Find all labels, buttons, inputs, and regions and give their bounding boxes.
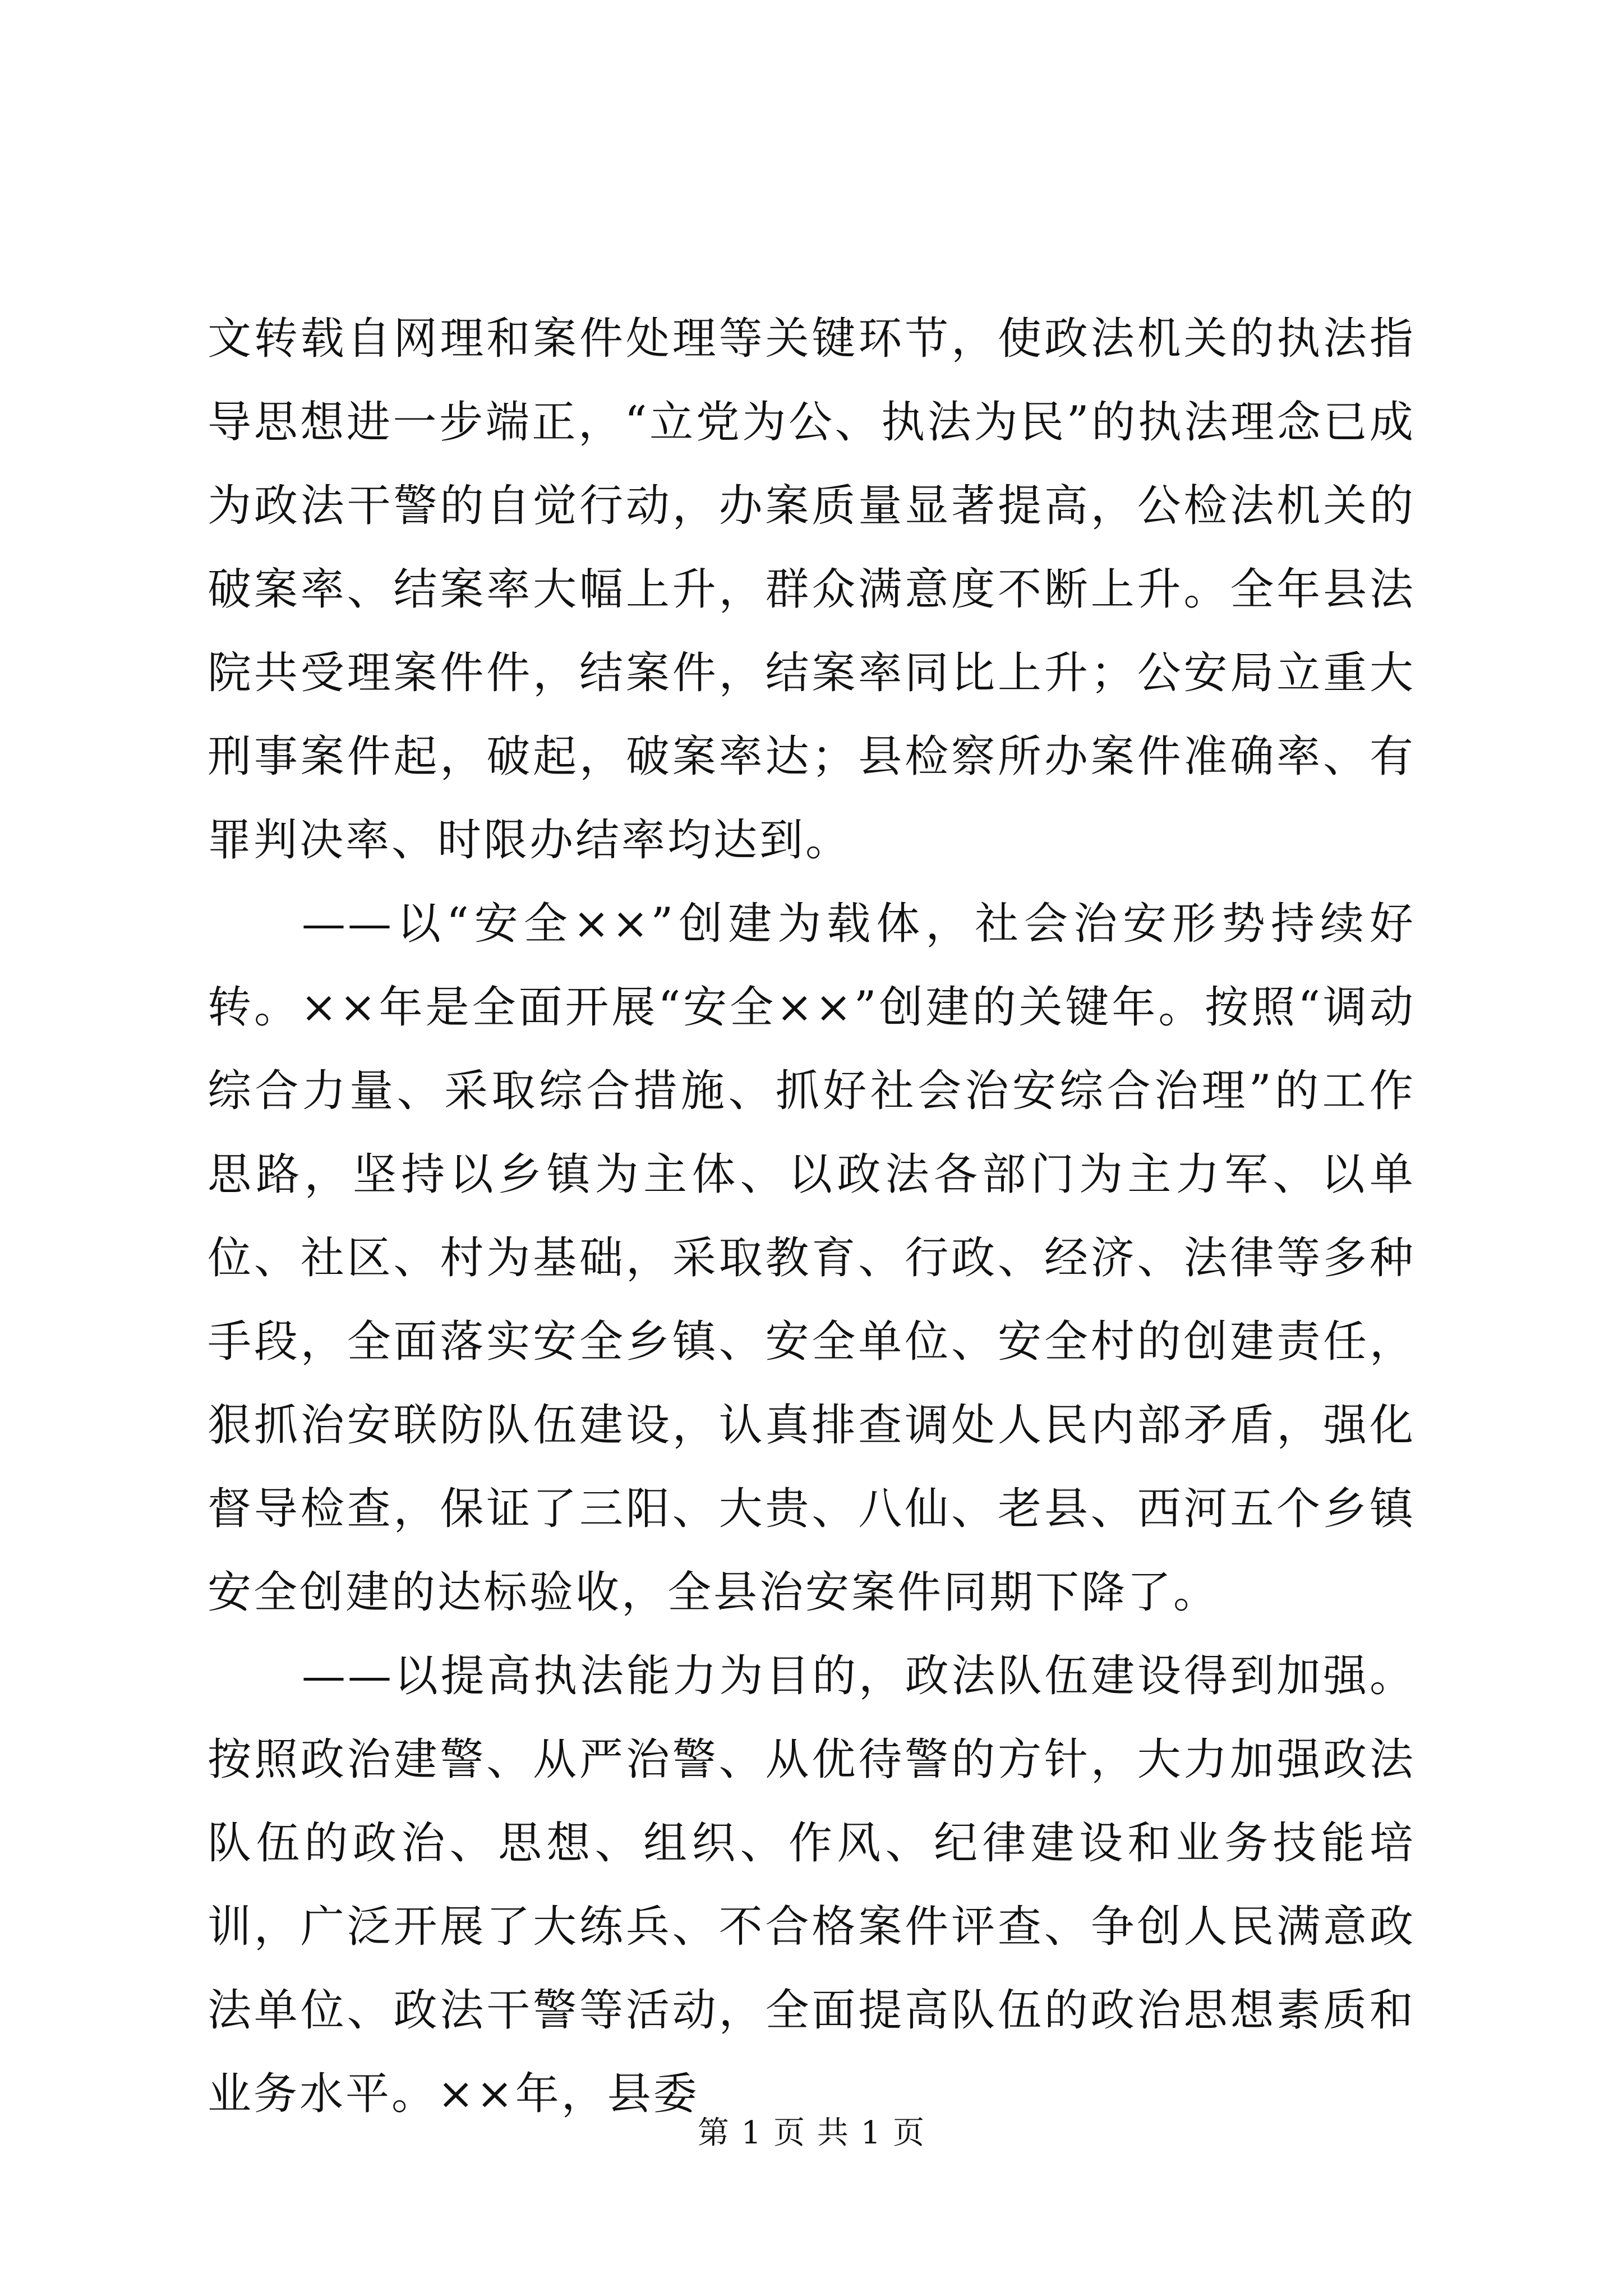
- page-footer: 第 1 页 共 1 页: [697, 2115, 926, 2151]
- document-body: [208, 297, 1415, 2136]
- paragraph-2: ——以“安全××”创建为载体，社会治安形势持续好转。××年是全面开展“安全××”创建的关键年。按照“调动综合力量、采取综合措施、抓好社会治安综合治理”的工作思路，坚持以乡镇为主体、以政法各部门为主力军、以单位、社区、村为基础，采取教育、行政、经济、法律等多种手段，全面落实安全乡镇、安全单位、安全村的创建责任，狠抓治安联防队伍建设，认真排查调处人民内部矛盾，强化督导检查，保证了三阳、大贵、八仙、老县、西河五个乡镇安全创建的达标验收，全县治安案件同期下降了。: [208, 899, 1415, 1618]
- paragraph-3: ——以提高执法能力为目的，政法队伍建设得到加强。按照政治建警、从严治警、从优待警的方针，大力加强政法队伍的政治、思想、组织、作风、纪律建设和业务技能培训，广泛开展了大练兵、不合格案件评查、争创人民满意政法单位、政法干警等活动，全面提高队伍的政治思想素质和业务水平。××年，县委: [208, 1651, 1415, 2119]
- paragraph-1: 文转载自网理和案件处理等关键环节，使政法机关的执法指导思想进一步端正，“立党为公、执法为民”的执法理念已成为政法干警的自觉行动，办案质量显著提高，公检法机关的破案率、结案率大幅上升，群众满意度不断上升。全年县法院共受理案件件，结案件，结案率同比上升；公安局立重大刑事案件起，破起，破案率达；县检察所办案件准确率、有罪判决率、时限办结率均达到。: [208, 314, 1415, 866]
